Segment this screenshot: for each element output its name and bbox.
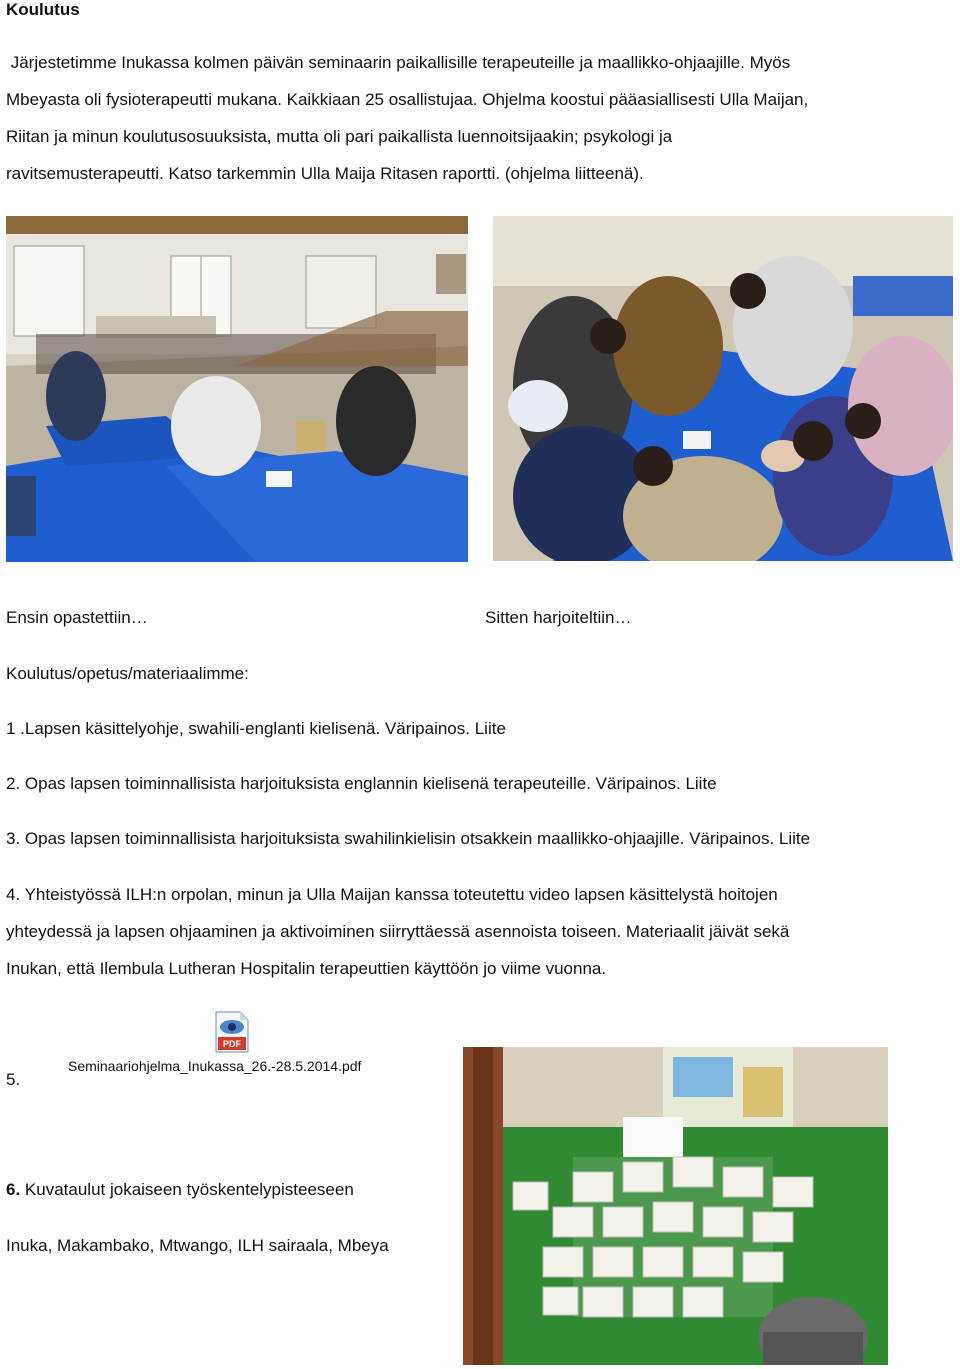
- material-item-1: 1 .Lapsen käsittelyohje, swahili-englanti kielisenä. Väripainos. Liite: [6, 719, 506, 738]
- caption-right: Sitten harjoiteltiin…: [485, 608, 632, 627]
- materials-heading: Koulutus/opetus/materiaalimme:: [6, 664, 249, 683]
- material-item-6-number: 6.: [6, 1180, 21, 1199]
- intro-paragraph: [6, 44, 906, 192]
- material-item-4-line: Inukan, että Ilembula Lutheran Hospitalin terapeuttien käyttöön jo viime vuonna.: [6, 959, 607, 978]
- intro-line: ravitsemusterapeutti. Katso tarkemmin Ulla Maija Ritasen raportti. (ohjelma liitteenä).: [6, 164, 644, 183]
- caption-left: Ensin opastettiin…: [6, 608, 148, 627]
- material-item-4-line: 4. Yhteistyössä ILH:n orpolan, minun ja Ulla Maijan kanssa toteutettu video lapsen käsittelystä hoitojen: [6, 885, 778, 904]
- pdf-attachment-link[interactable]: Seminaariohjelma_Inukassa_26.-28.5.2014.pdf: [68, 1058, 362, 1074]
- material-item-6-text: Kuvataulut jokaiseen työskentelypisteeseen: [20, 1180, 354, 1199]
- material-item-5-number: 5.: [6, 1070, 21, 1089]
- pdf-file-icon[interactable]: [212, 1010, 252, 1054]
- material-item-2: 2. Opas lapsen toiminnallisista harjoituksista englannin kielisenä terapeuteille. Väripainos. Liite: [6, 774, 717, 793]
- intro-line: Järjestetimme Inukassa kolmen päivän seminaarin paikallisille terapeuteille ja maallikko-ohjaajille. Myös: [6, 53, 791, 72]
- material-item-3: 3. Opas lapsen toiminnallisista harjoituksista swahilinkielisin otsakkein maallikko-ohjaajille. Väripainos. Liite: [6, 829, 811, 848]
- places-list: Inuka, Makambako, Mtwango, ILH sairaala, Mbeya: [6, 1236, 389, 1255]
- material-item-6: [6, 1180, 354, 1200]
- page-title: Koulutus: [6, 0, 80, 19]
- pdf-label: PDF: [223, 1039, 241, 1049]
- material-item-4-line: yhteydessä ja lapsen ohjaaminen ja aktivoiminen siirryttäessä asennoista toiseen. Materiaalit jäivät sekä: [6, 922, 790, 941]
- seminar-instruction-photo: [6, 216, 468, 562]
- seminar-practice-photo: [493, 216, 953, 561]
- intro-line: Riitan ja minun koulutusosuuksista, mutta oli pari paikallista luennoitsijaakin; psykologi ja: [6, 127, 673, 146]
- picture-board-photo: [463, 1047, 888, 1365]
- intro-line: Mbeyasta oli fysioterapeutti mukana. Kaikkiaan 25 osallistujaa. Ohjelma koostui pääasiallisesti Ulla Maijan,: [6, 90, 809, 109]
